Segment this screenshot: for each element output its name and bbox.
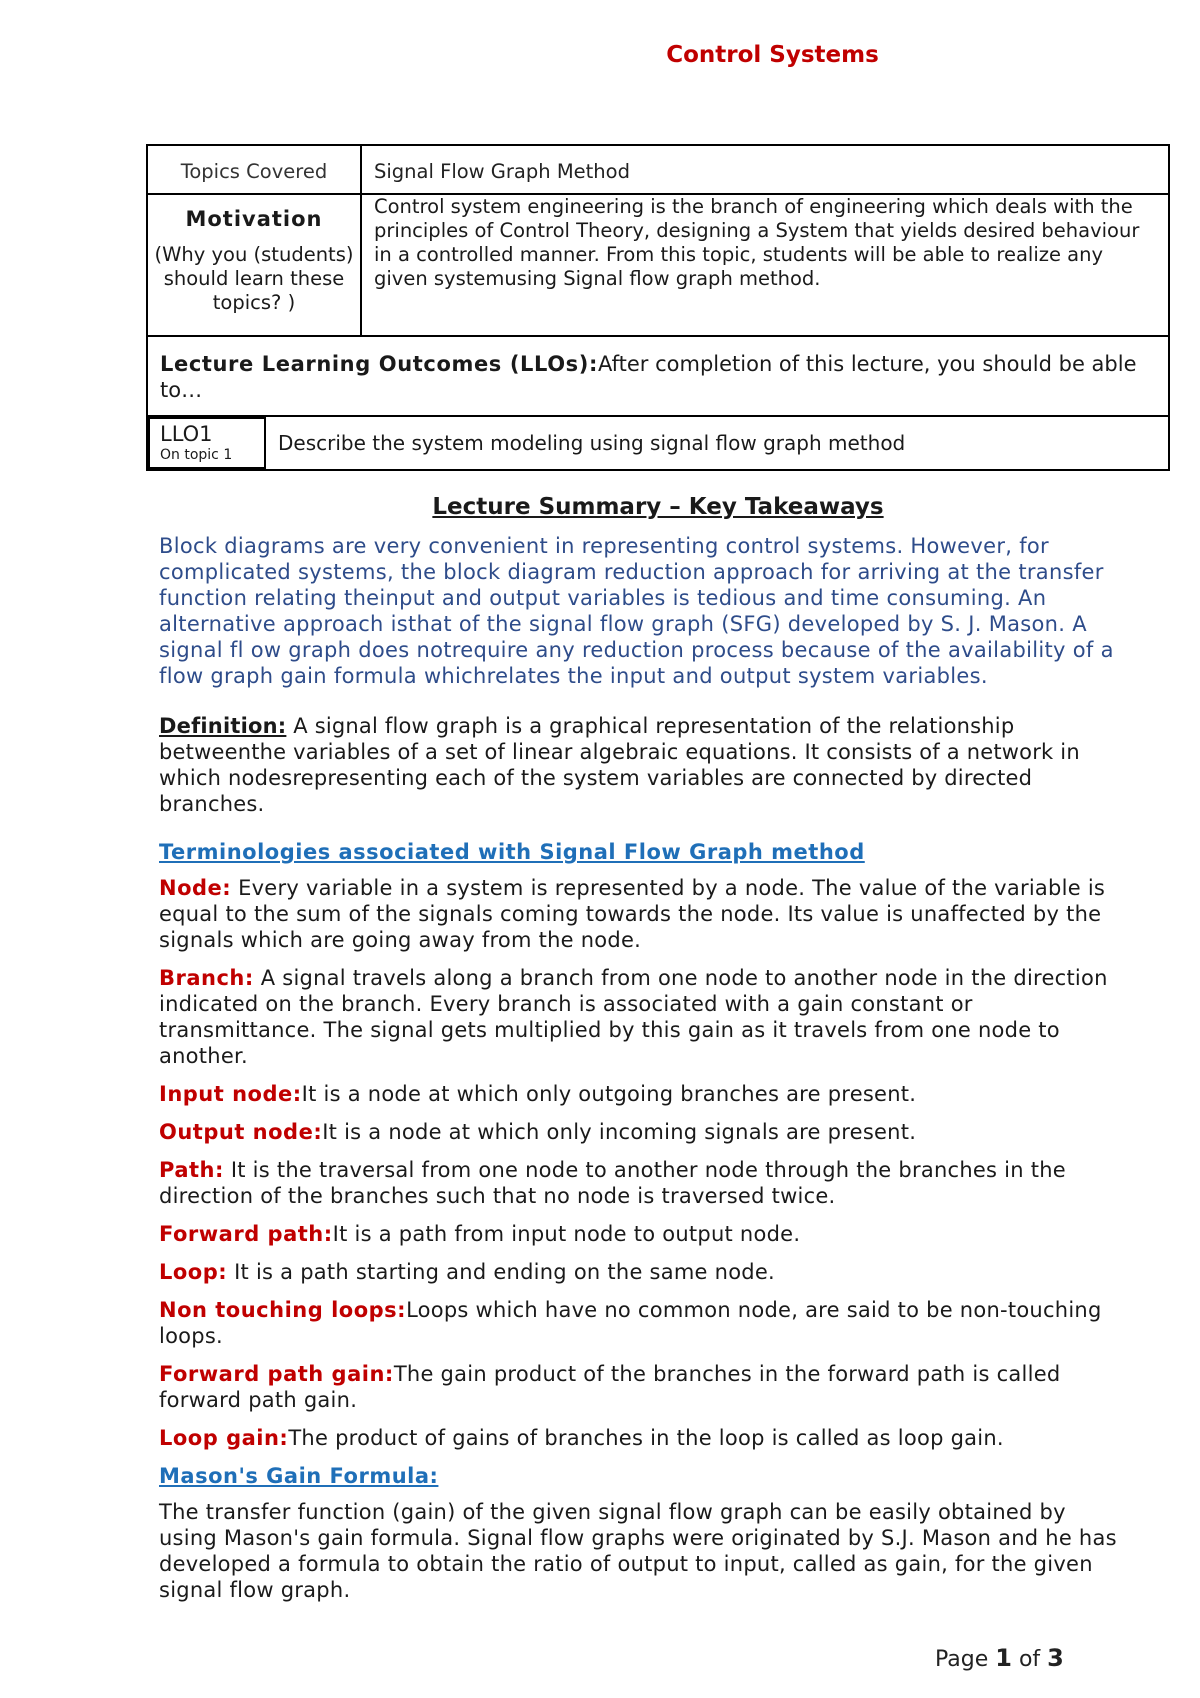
summary-intro: Block diagrams are very convenient in representing control systems. However, for complicated systems, the block diagram reduction approach for arriving at the transfer function relating theinput and output variables is tedious and time consuming. An alternative approach isthat of the signal flow graph (SFG) developed by S. J. Mason. A signal fl ow graph does notrequire any reduction process because of the availability of a flow graph gain formula whichrelates the input and output system variables. [159, 534, 1114, 688]
term-input-node: Input node:It is a node at which only outgoing branches are present. [159, 1082, 917, 1106]
llo1-row [148, 417, 1168, 469]
lecture-info-table [146, 144, 1170, 471]
llo-heading-cell [147, 336, 1169, 416]
llo1-id: LLO1 [160, 422, 213, 446]
masons-gain-formula-heading-link[interactable]: Mason's Gain Formula: [159, 1464, 439, 1488]
term-output-node: Output node:It is a node at which only incoming signals are present. [159, 1120, 917, 1144]
terminologies-heading-link[interactable]: Terminologies associated with Signal Flow Graph method [159, 840, 865, 864]
llo-heading: Lecture Learning Outcomes (LLOs): [160, 352, 598, 376]
definition-label: Definition: [159, 714, 287, 738]
term-branch: Branch: A signal travels along a branch from one node to another node in the direction indicated on the branch. Every branch is associated with a gain constant or transmittance. The signal gets multiplied by this gain as it travels from one node to another. [159, 966, 1108, 1068]
topics-covered-label: Topics Covered [147, 145, 361, 194]
definition-text: A signal flow graph is a graphical representation of the relationship betweenthe variables of a set of linear algebraic equations. It consists of a network in which nodesrepresenting each of the system variables are connected by directed branches. [159, 714, 1080, 816]
page-total: 3 [1047, 1644, 1064, 1672]
page-current: 1 [995, 1644, 1012, 1672]
term-loop-gain: Loop gain:The product of gains of branches in the loop is called as loop gain. [159, 1426, 1004, 1450]
summary-content [159, 533, 1119, 1603]
llo1-description: Describe the system modeling using signal flow graph method [278, 431, 906, 455]
llo1-id-cell [149, 418, 265, 468]
llo1-topic: On topic 1 [160, 447, 233, 463]
motivation-label: Motivation [185, 207, 323, 231]
motivation-text: Control system engineering is the branch of engineering which deals with the principles of Control Theory, designing a System that yields desired behaviour in a controlled manner. From this topic, students will be able to realize any given systemusing Signal flow graph method. [361, 194, 1169, 336]
term-loop: Loop: It is a path starting and ending on the same node. [159, 1260, 775, 1284]
llo-intro: After completion of this lecture, you should be able to… [160, 352, 1137, 402]
term-forward-path-gain: Forward path gain:The gain product of the branches in the forward path is called forward path gain. [159, 1362, 1061, 1412]
document-header-title: Control Systems [666, 42, 879, 68]
page-number: Page 1 of 3 [935, 1644, 1064, 1672]
motivation-cell [147, 194, 361, 336]
term-node: Node: Every variable in a system is represented by a node. The value of the variable is equal to the sum of the signals coming towards the node. Its value is unaffected by the signals which are going away from the node. [159, 876, 1106, 952]
topics-covered-value: Signal Flow Graph Method [361, 145, 1169, 194]
masons-gain-formula-text: The transfer function (gain) of the given signal flow graph can be easily obtained by using Mason's gain formula. Signal flow graphs were originated by S.J. Mason and he has developed a formula to obtain the ratio of output to input, called as gain, for the given signal flow graph. [159, 1500, 1117, 1602]
definition-paragraph [159, 713, 1119, 817]
term-path: Path: It is the traversal from one node to another node through the branches in the direction of the branches such that no node is traversed twice. [159, 1158, 1066, 1208]
term-non-touching-loops: Non touching loops:Loops which have no common node, are said to be non-touching loops. [159, 1298, 1102, 1348]
summary-title: Lecture Summary – Key Takeaways [432, 494, 884, 520]
llo1-cell [147, 416, 1169, 470]
motivation-subtitle: (Why you (students) should learn these topics? ) [154, 243, 354, 314]
term-forward-path: Forward path:It is a path from input node to output node. [159, 1222, 801, 1246]
